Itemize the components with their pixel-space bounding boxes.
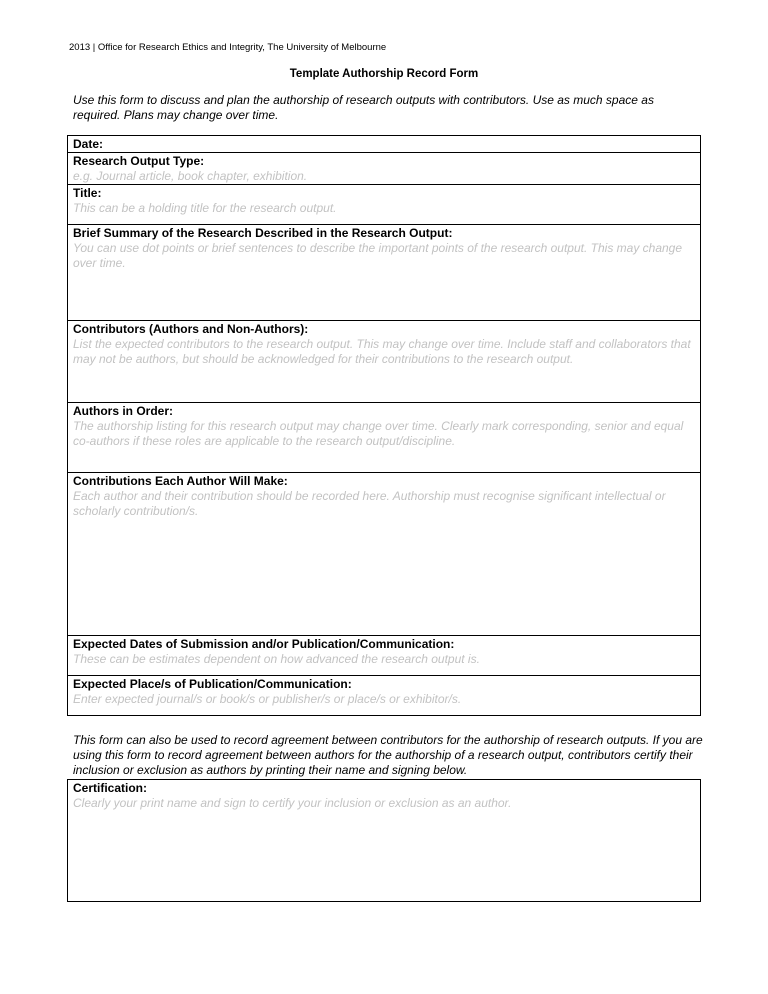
authors-order-hint: The authorship listing for this research output may change over time. Clearly mark corresponding, senior and equal co-authors if these roles are applicable to the research output/discipline. bbox=[73, 419, 684, 448]
date-label: Date: bbox=[73, 137, 104, 151]
authorship-form-table bbox=[67, 135, 701, 716]
certification-hint: Clearly your print name and sign to certify your inclusion or exclusion as an author. bbox=[73, 796, 512, 810]
summary-hint: You can use dot points or brief sentences to describe the important points of the research output. This may change over time. bbox=[73, 241, 683, 270]
certification-field[interactable] bbox=[68, 780, 701, 902]
authors-order-field[interactable] bbox=[68, 403, 701, 473]
places-label: Expected Place/s of Publication/Communication: bbox=[73, 677, 352, 691]
date-field[interactable] bbox=[68, 136, 701, 153]
dates-label: Expected Dates of Submission and/or Publication/Communication: bbox=[73, 637, 455, 651]
title-field[interactable] bbox=[68, 185, 701, 225]
dates-field[interactable] bbox=[68, 636, 701, 676]
dates-hint: These can be estimates dependent on how advanced the research output is. bbox=[73, 652, 480, 666]
agreement-paragraph: This form can also be used to record agreement between contributors for the authorship of research outputs. If you are using this form to record agreement between authors for the authorship of a research output, contributors certify their inclusion or exclusion as authors by printing their name and signing below. bbox=[73, 733, 703, 777]
summary-label: Brief Summary of the Research Described in the Research Output: bbox=[73, 226, 453, 240]
page-title: Template Authorship Record Form bbox=[289, 68, 479, 80]
output-type-hint: e.g. Journal article, book chapter, exhibition. bbox=[73, 169, 308, 183]
title-hint: This can be a holding title for the research output. bbox=[73, 201, 337, 215]
form-row-contributors bbox=[68, 321, 701, 403]
form-row-date bbox=[68, 136, 701, 153]
summary-field[interactable] bbox=[68, 225, 701, 321]
form-row-contributions bbox=[68, 473, 701, 636]
contributors-label: Contributors (Authors and Non-Authors): bbox=[73, 322, 309, 336]
intro-paragraph: Use this form to discuss and plan the authorship of research outputs with contributors. Use as much space as required. Plans may change over time. bbox=[73, 93, 654, 122]
output-type-field[interactable] bbox=[68, 153, 701, 185]
certification-table bbox=[67, 779, 701, 902]
places-hint: Enter expected journal/s or book/s or publisher/s or place/s or exhibitor/s. bbox=[73, 692, 462, 706]
page-header: 2013 | Office for Research Ethics and Integrity, The University of Melbourne bbox=[69, 42, 387, 53]
contributions-field[interactable] bbox=[68, 473, 701, 636]
authors-order-label: Authors in Order: bbox=[73, 404, 174, 418]
contributions-hint: Each author and their contribution should be recorded here. Authorship must recognise significant intellectual or scholarly contribution/s. bbox=[73, 489, 666, 518]
places-field[interactable] bbox=[68, 676, 701, 716]
form-row-places bbox=[68, 676, 701, 716]
contributors-hint: List the expected contributors to the research output. This may change over time. Include staff and collaborators that may not be authors, but should be acknowledged for their contributions to the research output. bbox=[73, 337, 691, 366]
form-row-title bbox=[68, 185, 701, 225]
form-row-output-type bbox=[68, 153, 701, 185]
output-type-label: Research Output Type: bbox=[73, 154, 205, 168]
form-row-authors-order bbox=[68, 403, 701, 473]
title-label: Title: bbox=[73, 186, 102, 200]
form-row-certification bbox=[68, 780, 701, 902]
form-row-dates bbox=[68, 636, 701, 676]
certification-label: Certification: bbox=[73, 781, 148, 795]
contributors-field[interactable] bbox=[68, 321, 701, 403]
contributions-label: Contributions Each Author Will Make: bbox=[73, 474, 288, 488]
form-row-summary bbox=[68, 225, 701, 321]
